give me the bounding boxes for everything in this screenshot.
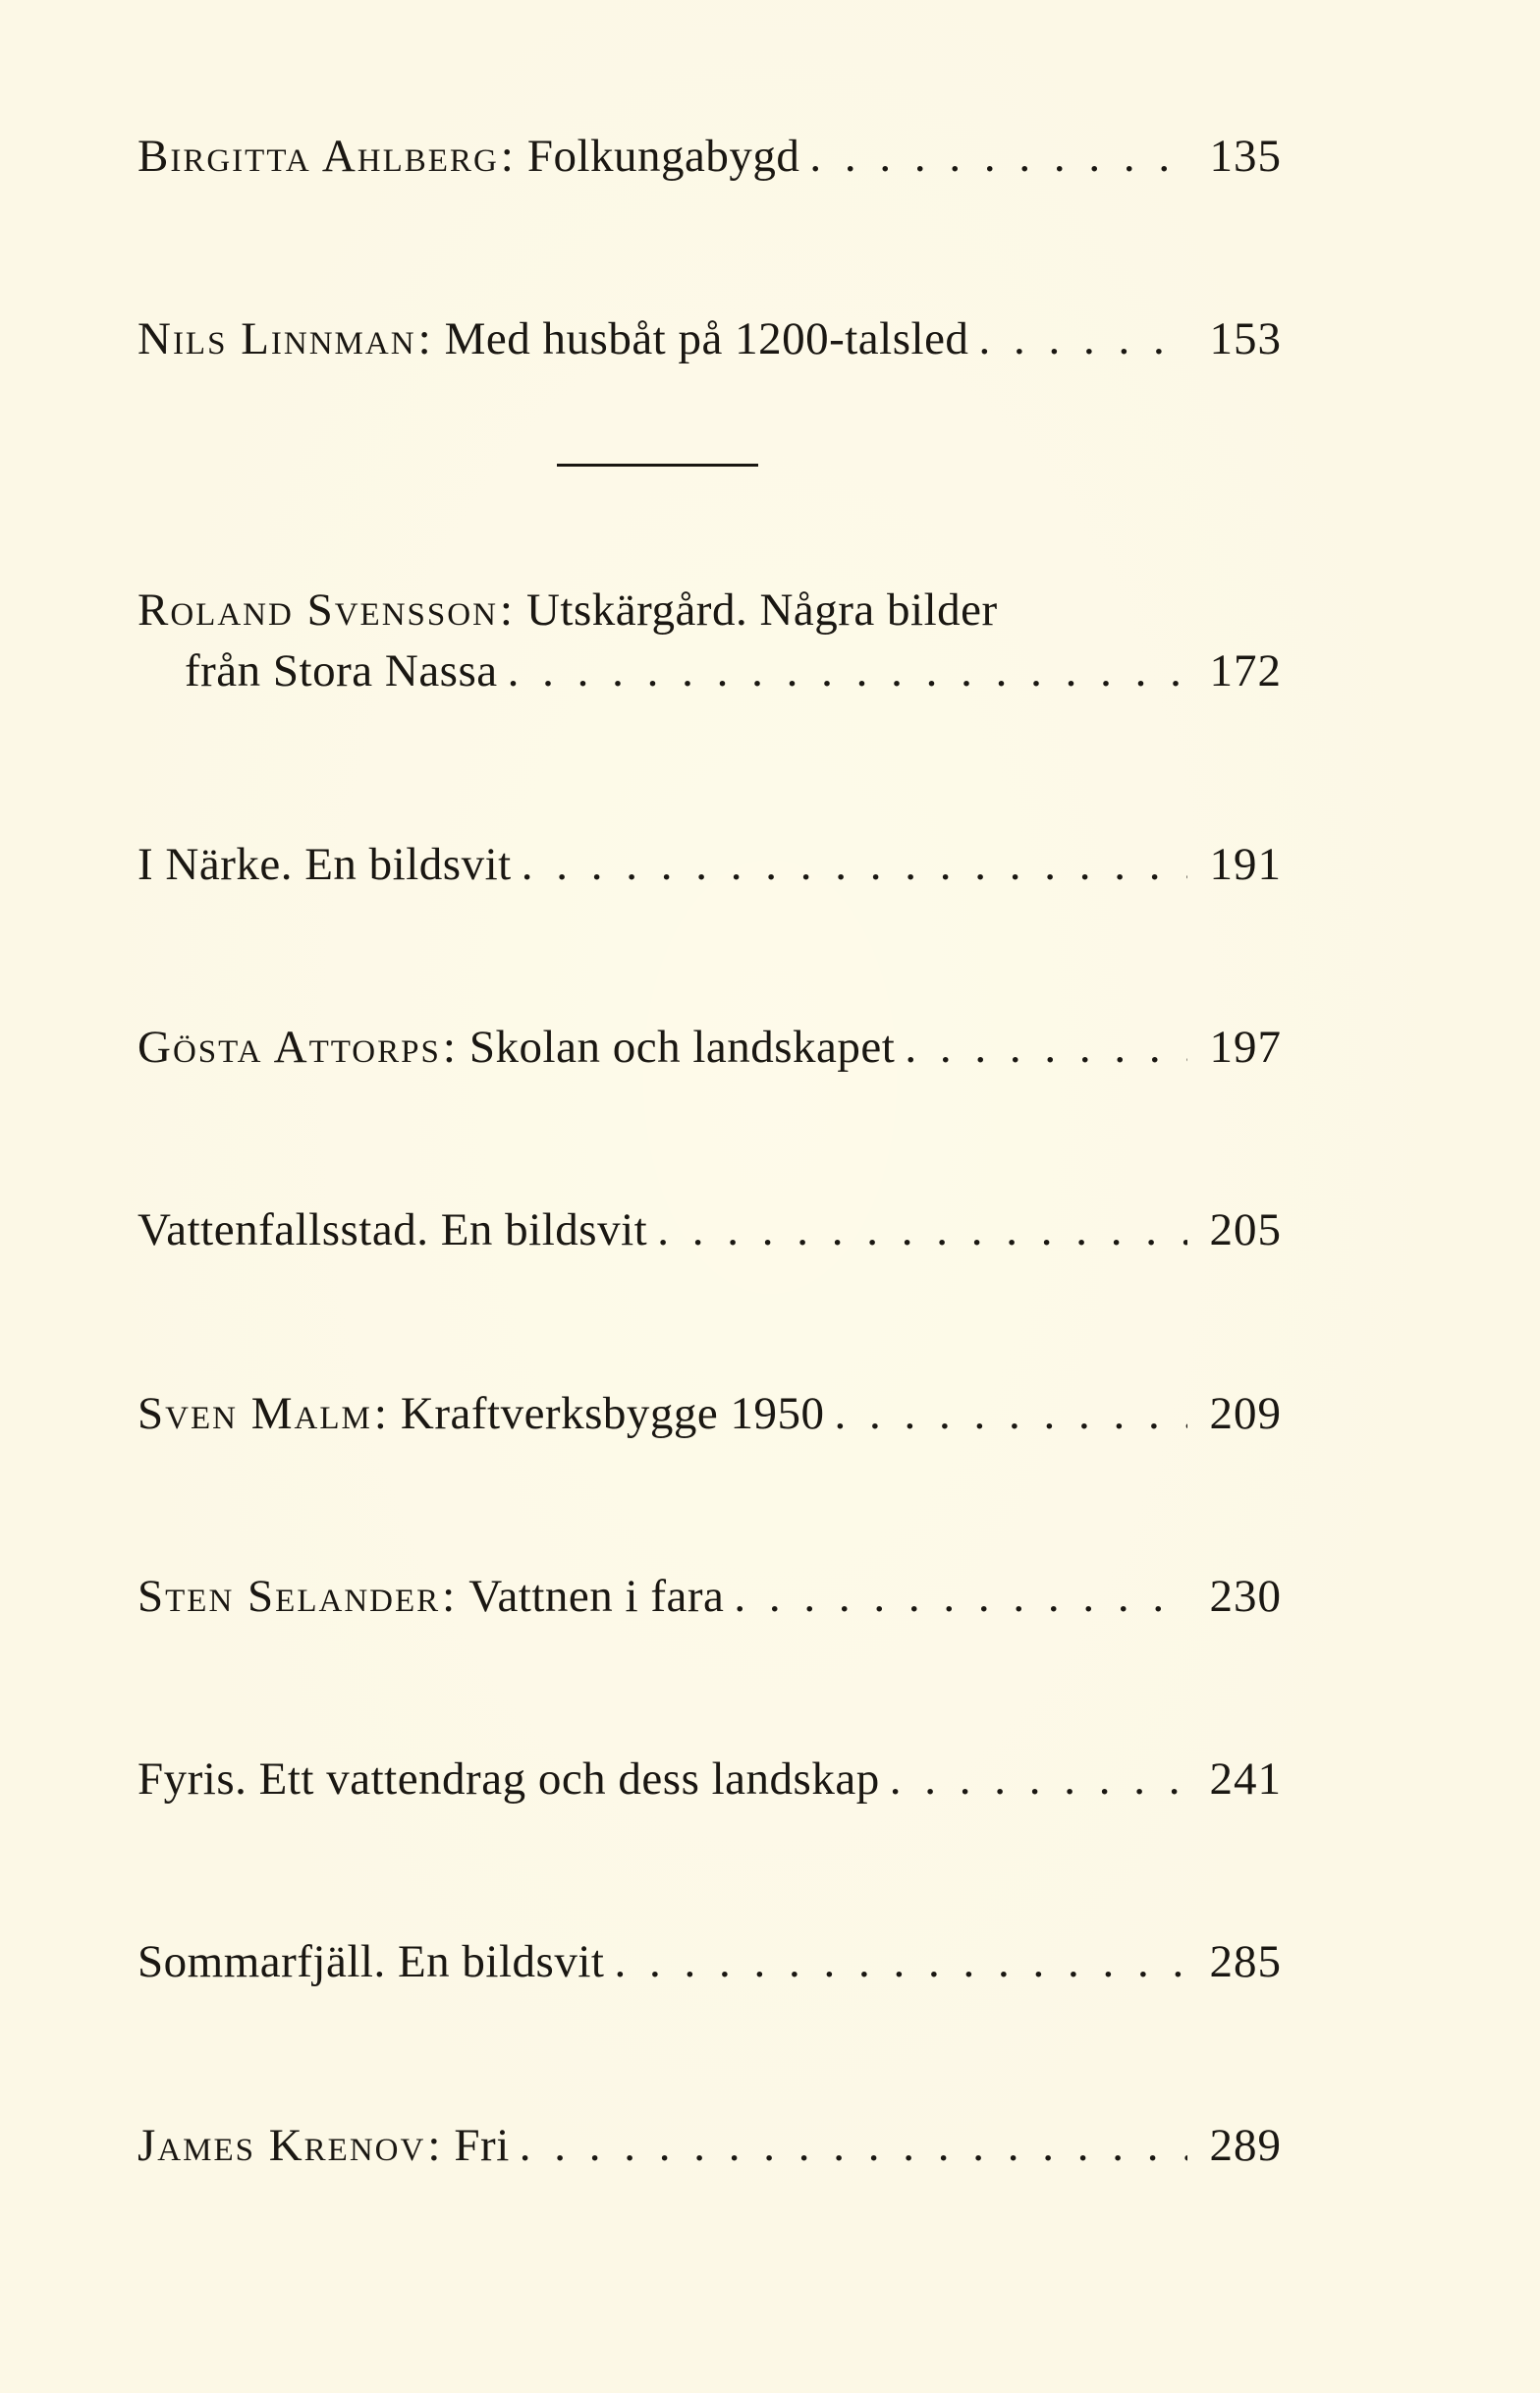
entry-title: Med husbåt på 1200-talsled: [444, 313, 969, 364]
dot-leader: [657, 1199, 1187, 1260]
entry-author: Nils Linnman: [138, 313, 416, 364]
entry-author: Gösta Attorps: [138, 1022, 441, 1073]
toc-line: [138, 580, 1282, 640]
dot-leader: [734, 1566, 1187, 1627]
toc-entry: [138, 580, 1282, 701]
entry-page-number: 209: [1209, 1388, 1282, 1439]
entry-author: Sten Selander: [138, 1571, 441, 1622]
toc-entry: [138, 1017, 1282, 1078]
author-separator: :: [500, 131, 514, 182]
toc-entry: [138, 1749, 1282, 1809]
toc-entry: [138, 1199, 1282, 1260]
dot-leader: [614, 1931, 1187, 1992]
author-separator: :: [499, 584, 513, 636]
author-separator: :: [442, 1022, 456, 1073]
entry-page-number: 205: [1209, 1204, 1282, 1255]
entry-page-number: 285: [1209, 1936, 1282, 1987]
author-separator: :: [427, 2120, 441, 2171]
dot-leader: [905, 1017, 1187, 1078]
author-separator: :: [417, 313, 431, 364]
entry-title: I Närke. En bildsvit: [138, 839, 512, 890]
toc-line: [138, 126, 1282, 187]
toc-entry: [138, 126, 1282, 187]
entry-page-number: 191: [1209, 839, 1282, 890]
entry-title: Skolan och landskapet: [468, 1022, 896, 1073]
entry-title-continued: från Stora Nassa: [185, 645, 498, 696]
toc-line: [138, 1383, 1282, 1444]
entry-page-number: 197: [1209, 1022, 1282, 1073]
entry-title: Fyris. Ett vattendrag och dess landskap: [138, 1753, 880, 1805]
entry-title: Fri: [454, 2120, 510, 2171]
toc-line: [138, 2115, 1282, 2176]
dot-leader: [809, 126, 1187, 187]
entry-author: Birgitta Ahlberg: [138, 131, 499, 182]
toc-line: [138, 1931, 1282, 1992]
toc-line-continued: [138, 640, 1282, 701]
author-separator: :: [373, 1388, 387, 1439]
entry-author: Roland Svensson: [138, 584, 498, 636]
entry-page-number: 241: [1209, 1753, 1282, 1805]
dot-leader: [520, 2115, 1187, 2176]
entry-title: Sommarfjäll. En bildsvit: [138, 1936, 605, 1987]
entry-author: James Krenov: [138, 2120, 426, 2171]
entry-author: Sven Malm: [138, 1388, 372, 1439]
toc-entry: [138, 834, 1282, 895]
dot-leader: [890, 1749, 1187, 1809]
entry-title: Vattnen i fara: [468, 1571, 725, 1622]
toc-entry: [138, 1931, 1282, 1992]
entry-title: Utskärgård. Några bilder: [525, 584, 998, 636]
toc-entry: [138, 308, 1282, 369]
toc-entry: [138, 1383, 1282, 1444]
author-separator: :: [442, 1571, 456, 1622]
dot-leader: [508, 640, 1187, 701]
toc-entry: [138, 1566, 1282, 1627]
entry-title: Folkungabygd: [526, 131, 800, 182]
dot-leader: [978, 308, 1187, 369]
dot-leader: [522, 834, 1187, 895]
toc-entry: [138, 2115, 1282, 2176]
entry-title: Kraftverksbygge 1950: [400, 1388, 825, 1439]
toc-line: [138, 834, 1282, 895]
entry-page-number: 172: [1209, 645, 1282, 696]
toc-line: [138, 1566, 1282, 1627]
section-divider: [557, 464, 758, 467]
dot-leader: [834, 1383, 1187, 1444]
entry-page-number: 230: [1209, 1571, 1282, 1622]
entry-page-number: 289: [1209, 2120, 1282, 2171]
toc-line: [138, 308, 1282, 369]
entry-page-number: 135: [1209, 131, 1282, 182]
entry-title: Vattenfallsstad. En bildsvit: [138, 1204, 648, 1255]
toc-line: [138, 1199, 1282, 1260]
toc-line: [138, 1749, 1282, 1809]
entry-page-number: 153: [1209, 313, 1282, 364]
toc-line: [138, 1017, 1282, 1078]
